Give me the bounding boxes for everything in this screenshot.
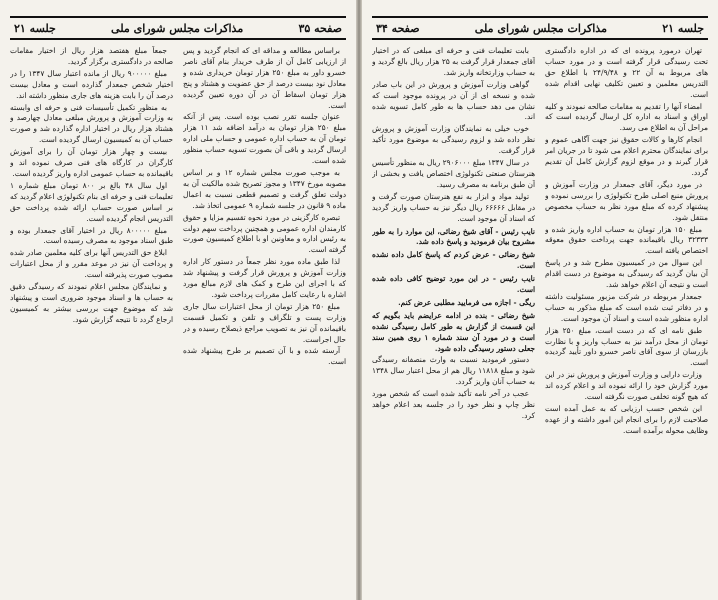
paragraph: مبلغ ۹۰۰۰۰۰ ریال از مانده اعتبار سال ۱۳۴۷ را در اختیار شخص جمعدار گذارده است و معادل بیست درصد آن را بابت هزینه های جاری منظور داشته اند. [10,68,173,100]
paragraph: و نمایندگان مجلس اعلام نمودند که رسیدگی دقیق به حساب ها و اسناد موجود ضروری است و پیشنهاد شد که موضوع جهت بررسی بیشتر به کمیسیون ارجاع گردد تا نتیجه گزارش شود. [10,282,173,324]
right-page-right-column [545,46,708,592]
paragraph: جمعاً مبلغ هفتصد هزار ریال از اختیار مقامات صالحه در دادگستری برگزار گردید. [10,46,173,66]
right-page-number: صفحه ۳۴ [376,21,420,35]
right-page-session: جلسه ۲۱ [662,21,704,35]
paragraph: عجب در آخر نامه تأکید شده است که شخص مورد نظر چاپ و نظر خود را در جلسه بعد اعلام خواهد کرد. [372,389,535,420]
paragraph: خوب خیلی به نمایندگان وزارت آموزش و پرورش نظر داده شد و لزوم رسیدگی به موضوع مورد تأکید قرار گرفت. [372,124,535,156]
paragraph: به منظور تکمیل تأسیسات فنی و حرفه ای وابسته به وزارت آموزش و پرورش مبلغی معادل چهارصد و هشتاد هزار ریال در اختیار اداره گذارده شد و صورت حساب آن به کمیسیون ارسال گردیده است. [10,102,173,145]
paragraph: این سوال من در کمیسیون مطرح شد و در پاسخ آن بیان گردید که رسیدگی به موضوع در دست اقدام است و نتیجه آن اعلام خواهد شد. [545,258,708,290]
right-page-left-column [372,46,535,592]
right-page-header [372,16,708,40]
paragraph: تبصره کارگزینی در مورد نحوه تقسیم مزایا و حقوق کارمندان اداره عمومی و همچنین پرداخت سهم دولت به رئیس اداره و معاونین او با اطلاع کمیسیون صورت گرفته است. [183,212,346,255]
paragraph: این شخص حسب ارزیابی که به عمل آمده است صلاحیت لازم را برای انجام این امور داشته و از عهده وظایف محوله برآمده است. [545,404,708,435]
paragraph: ریگی - اجازه می فرمایید مطلبی عرض کنم. [398,297,535,307]
paragraph: نایب رئیس - آقای شیخ رضائی، این موارد را به طور مشروح بیان فرمودید و پاسخ داده شد. [372,226,535,247]
paragraph: ابلاغ حق التدریس آنها برای کلیه معلمین صادر شده و پرداخت آن نیز در موعد مقرر و از محل اعتبارات مصوب صورت پذیرفته است. [10,248,173,280]
left-page-number: صفحه ۳۵ [298,21,342,35]
paragraph: شیخ رضائی - عرض کردم که پاسخ کامل داده نشده است. [372,250,535,271]
paragraph: به موجب صورت مجلس شماره ۱۲ و بر اساس مصوبه مورخ ۱۳۴۷ و مجوز تصریح شده مالکیت آن به دولت تعلق گرفت و تصمیم قطعی نسبت به اعمال ماده ۹ قانون در جلسه شماره ۹ عمومی اتخاذ شد. [183,167,346,210]
paragraph: مبلغ ۲۵۰ هزار تومان از محل اعتبارات سال جاری وزارت پست و تلگراف و تلفن و تکمیل قسمت باقیمانده آن نیز به تصویب مراجع ذیصلاح رسیده و در حال اجراست. [183,301,346,344]
paragraph: اول سال ۴۸ بالغ بر ۸۰۰ تومان مبلغ شماره ۱ تعلیمات فنی و حرفه ای بنام تکنولوژی اعلام گردید که بر اساس صورت حساب ارائه شده پرداخت حق التدریس انجام گردیده است. [10,180,173,223]
paragraph: براساس مطالعه و مداقه ای که انجام گردید و پس از ارزیابی کامل آن از طرف خریدار بنام آقای ناصر خسرو داور به مبلغ ۲۵۰ هزار تومان خریداری شده و معادل نود بیست درصد از حق عضویت و هشتاد و پنج هزار تومان اسقاط آن در آن دوره تعیین گردیده است. [183,46,346,110]
paragraph: بابت تعلیمات فنی و حرفه ای مبلغی که در اختیار آقای جمعدار قرار گرفت به ۲۵ هزار ریال بالغ گردید و به حساب وزارتخانه واریز شد. [372,46,535,77]
paragraph: در مورد دیگر، آقای جمعدار در وزارت آموزش و پرورش منبع اصلی طرح تکنولوژی را بررسی نموده و پیشنهاد کرده که مبلغ مورد نظر به حساب مخصوص منتقل شود. [545,179,708,222]
paragraph: طبق نامه ای که در دست است، مبلغ ۲۵۰ هزار تومان از محل درآمد نیز به حساب واریز و با نظارت بازرسان از سوی آقای ناصر خسرو داور تأیید گردیده است. [545,325,708,368]
paragraph: انجام کارها و کالات حقوق نیز جهت آگاهی عموم و برای نمایندگان محترم اعلام می شود تا در جریان امر قرار گیرند و در موقع لزوم گزارش کامل آن تقدیم گردد. [545,135,708,177]
paragraph: وزارت دارایی و وزارت آموزش و پرورش نیز در این مورد گزارش خود را ارائه نموده اند و اعلام کرده اند که هیچ گونه تخلفی صورت نگرفته است. [545,370,708,402]
paragraph: لذا طبق ماده مورد نظر جمعاً در دستور کار اداره وزارت آموزش و پرورش قرار گرفت و پیشنهاد شد که با اجرای این طرح و کمک های لازم مبالغ مورد اشاره با رعایت کامل مقررات پرداخت شود. [183,257,346,299]
paragraph: تولید مواد و ابزار به نفع هنرستان صورت گرفت و در مقابل ۶۶۶۶۶ ریال دیگر نیز به حساب واریز گردید که اسناد آن موجود است. [372,191,535,223]
paragraph: آرسته شده و با آن تصمیم بر طرح پیشنهاد شده است. [183,346,346,367]
right-page-columns [372,46,708,592]
paragraph: تهران درمورد پرونده ای که در اداره دادگستری تحت رسیدگی قرار گرفته است و در مورد حساب های مربوط به آن ۲۲ و ۲۴/۹/۴۸ با اطلاع حق التدریس معلمین و تعیین تکلیف نهایی اقدام شده است. [545,46,708,99]
paragraph: در سال ۱۳۴۷ مبلغ ۲۹۰۶۰۰۰ ریال به منظور تأسیس هنرستان صنعتی تکنولوژی اختصاص یافت و بخشی از آن طبق برنامه به مصرف رسید. [372,158,535,189]
paragraph: مبلغ ۸۰۰۰۰۰ ریال در اختیار آقای جمعدار بوده و طبق اسناد موجود به مصرف رسیده است. [10,225,173,246]
paragraph: دستور فرمودید نسبت به وارث منصفانه رسیدگی شود و مبلغ ۱۱۸۱۸ ریال هم از محل اعتبار سال ۱۳۴۸ به حساب آنان واریز گردد. [372,355,535,387]
paragraph: گواهی وزارت آموزش و پرورش در این باب صادر شده و نسخه ای از آن در پرونده موجود است که نشان می دهد حساب ها به طور کامل تسویه شده اند. [372,79,535,122]
paragraph: شیخ رضائی - بنده در ادامه عرایضم باید بگویم که این قسمت از گزارش به طور کامل رسیدگی نشده است و در مورد آن سند شماره ۱ روی همین سند جعلی دستور رسیدگی داده شود. [372,310,535,353]
paragraph: امضاء آنها را تقدیم به مقامات صالحه نمودند و کلیه اوراق و اسناد به اداره کل ارسال گردیده است که مراحل آن به اطلاع می رسد. [545,101,708,133]
paragraph: مبلغ ۱۵۰ هزار تومان به حساب اداره واریز شده و ۳۲۳۳۳ ریال باقیمانده جهت پرداخت حقوق معوقه اختصاص یافته است. [545,224,708,256]
paragraph: جمعدار مربوطه در شرکت مزبور مسئولیت داشته و در دفاتر ثبت شده است که مبلغ مذکور به حساب اداره منظور شده است و اسناد آن موجود است. [545,291,708,323]
left-page-header [10,16,346,40]
left-page [0,0,356,600]
left-page-right-column [183,46,346,592]
left-page-left-column [10,46,173,592]
left-page-session: جلسه ۲۱ [14,21,56,35]
paragraph: بیست و چهار هزار تومان آن را برای آموزش کارگران در کارگاه های فنی صرف نموده اند و باقیمانده به حساب عمومی اداره واریز گردیده است. [10,147,173,178]
left-page-title: مذاکرات مجلس شورای ملی [111,21,244,35]
paragraph: عنوان جلسه تقرر نصب بوده است. پس از آنکه مبلغ ۲۵۰ هزار تومان به درآمد اضافه شد ۱۱ هزار تومان آن به حساب اداره عمومی و حساب ملی اداره ارسال گردید و باقی آن بصورت تسویه حساب منظور شده است. [183,112,346,166]
left-page-columns [10,46,346,592]
paragraph: نایب رئیس - در این مورد توضیح کافی داده شده است. [372,274,535,295]
right-page-title: مذاکرات مجلس شورای ملی [474,21,607,35]
right-page [362,0,718,600]
